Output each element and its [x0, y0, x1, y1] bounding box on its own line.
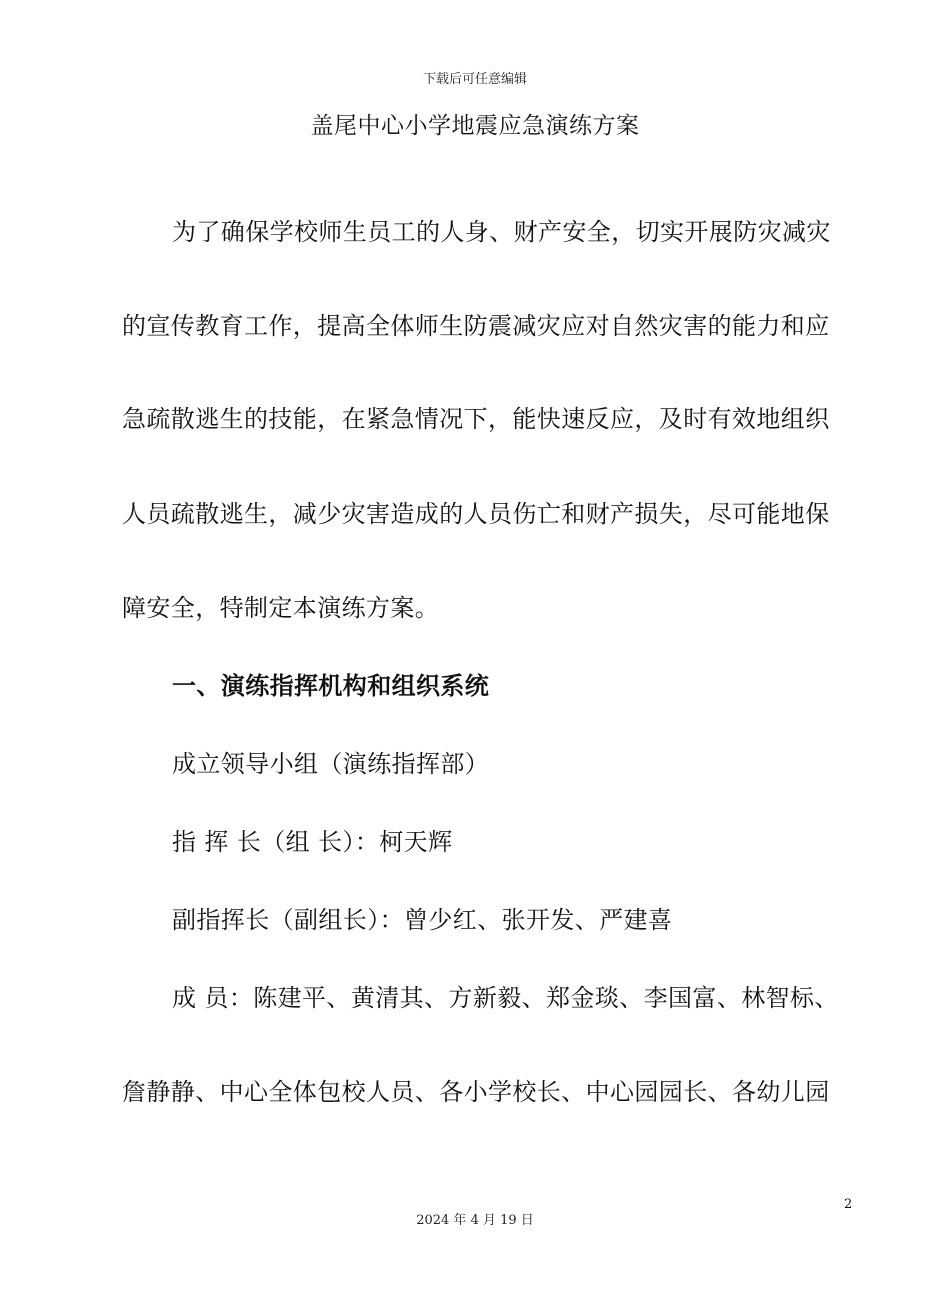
intro-line-1: 为了确保学校师生员工的人身、财产安全，切实开展防灾减灾 [172, 218, 831, 246]
members-line-1: 成 员：陈建平、黄清其、方新毅、郑金琰、李国富、林智标、 [172, 984, 839, 1012]
commander-line: 指 挥 长（组 长）：柯天辉 [172, 828, 453, 856]
intro-line-2: 的宣传教育工作，提高全体师生防震减灾应对自然灾害的能力和应 [122, 312, 830, 340]
leadership-group-line: 成立领导小组（演练指挥部） [172, 750, 490, 778]
header-note: 下载后可任意编辑 [422, 72, 527, 87]
section-1-heading: 一、演练指挥机构和组织系统 [172, 672, 490, 700]
intro-line-4: 人员疏散逃生，减少灾害造成的人员伤亡和财产损失，尽可能地保 [122, 500, 830, 528]
page-number: 2 [844, 1197, 853, 1212]
document-title: 盖尾中心小学地震应急演练方案 [310, 113, 640, 139]
members-line-2: 詹静静、中心全体包校人员、各小学校长、中心园园长、各幼儿园 [122, 1078, 830, 1106]
deputy-commander-line: 副指挥长（副组长）：曾少红、张开发、严建喜 [172, 906, 673, 934]
intro-line-5: 障安全，特制定本演练方案。 [122, 594, 440, 622]
footer-date: 2024 年 4 月 19 日 [416, 1213, 534, 1228]
intro-line-3: 急疏散逃生的技能，在紧急情况下，能快速反应，及时有效地组织 [122, 405, 830, 433]
